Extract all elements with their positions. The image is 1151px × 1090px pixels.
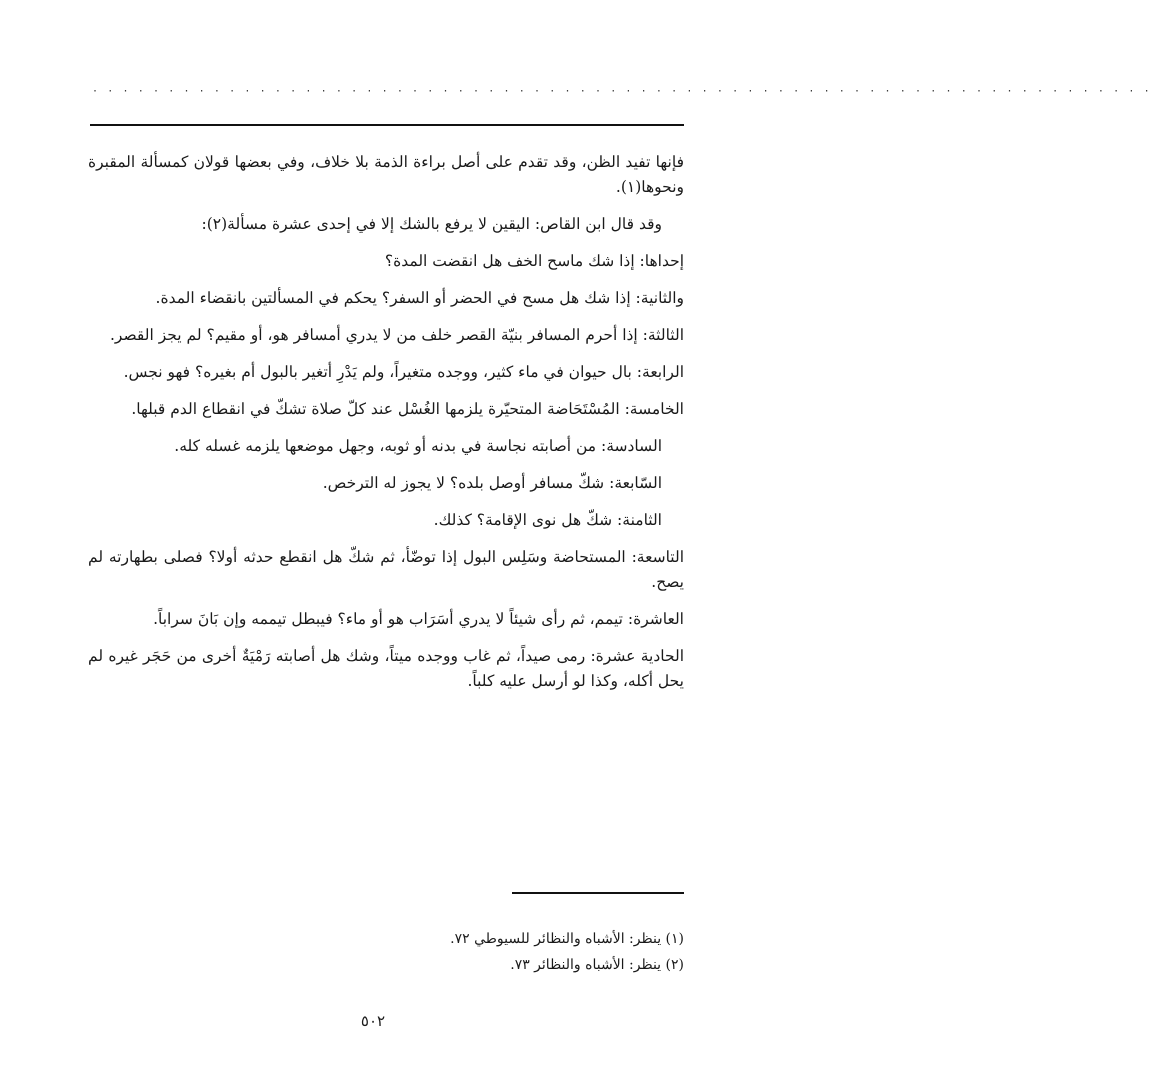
footnotes bbox=[88, 926, 684, 978]
paragraph: والثانية: إذا شك هل مسح في الحضر أو السفر؟ يحكم في المسألتين بانقضاء المدة. bbox=[155, 289, 684, 307]
paragraph: الثامنة: شكّ هل نوى الإقامة؟ كذلك. bbox=[433, 511, 662, 529]
paragraph: التاسعة: المستحاضة وسَلِس البول إذا توضّأ، ثم شكّ هل انقطع حدثه أولا؟ فصلى بطهارته لم يصح. bbox=[88, 548, 684, 591]
header-dotted-line: · · · · · · · · · · · · · · · · · · · · · · · · · · · · · · · · · · · · · · · · · · · · · · · · · · · · · · · · · · · · · · · · · · · · · · bbox=[92, 86, 1151, 97]
paragraph: وقد قال ابن القاص: اليقين لا يرفع بالشك إلا في إحدى عشرة مسألة(٢): bbox=[201, 215, 662, 233]
paragraph: فإنها تفيد الظن، وقد تقدم على أصل براءة الذمة بلا خلاف، وفي بعضها قولان كمسألة المقبرة ونحوها(١). bbox=[88, 153, 684, 196]
paragraph: الرابعة: بال حيوان في ماء كثير، ووجده متغيراً، ولم يَدْرِ أتغير بالبول أم بغيره؟ فهو نجس. bbox=[123, 363, 684, 381]
paragraph: الخامسة: المُسْتَحَاضة المتحيّرة يلزمها الغُسْل عند كلّ صلاة تشكّ في انقطاع الدم قبلها. bbox=[131, 400, 684, 418]
paragraph: إحداها: إذا شك ماسح الخف هل انقضت المدة؟ bbox=[384, 252, 684, 270]
paragraph: السادسة: من أصابته نجاسة في بدنه أو ثوبه، وجهل موضعها يلزمه غسله كله. bbox=[174, 437, 662, 455]
paragraph: العاشرة: تيمم، ثم رأى شيئاً لا يدري أسَرَاب هو أو ماء؟ فيبطل تيممه وإن بَانَ سراباً. bbox=[153, 610, 684, 628]
footnote-separator bbox=[512, 892, 684, 894]
page-number: ٥٠٢ bbox=[360, 1012, 386, 1030]
footnote: (١) ينظر: الأشباه والنظائر للسيوطي ٧٢. bbox=[450, 931, 684, 947]
paragraph: الثالثة: إذا أحرم المسافر بنيّة القصر خلف من لا يدري أمسافر هو، أو مقيم؟ لم يجز القصر. bbox=[109, 326, 684, 344]
header-rule bbox=[90, 124, 684, 126]
main-text bbox=[88, 150, 684, 706]
paragraph: الحادية عشرة: رمى صيداً، ثم غاب ووجده ميتاً، وشك هل أصابته رَمْيَةٌ أخرى من حَجَر غيره لم يحل أكله، وكذا لو أرسل عليه كلباً. bbox=[88, 647, 684, 690]
paragraph: السّابعة: شكّ مسافر أوصل بلده؟ لا يجوز له الترخص. bbox=[322, 474, 662, 492]
footnote: (٢) ينظر: الأشباه والنظائر ٧٣. bbox=[510, 957, 684, 973]
